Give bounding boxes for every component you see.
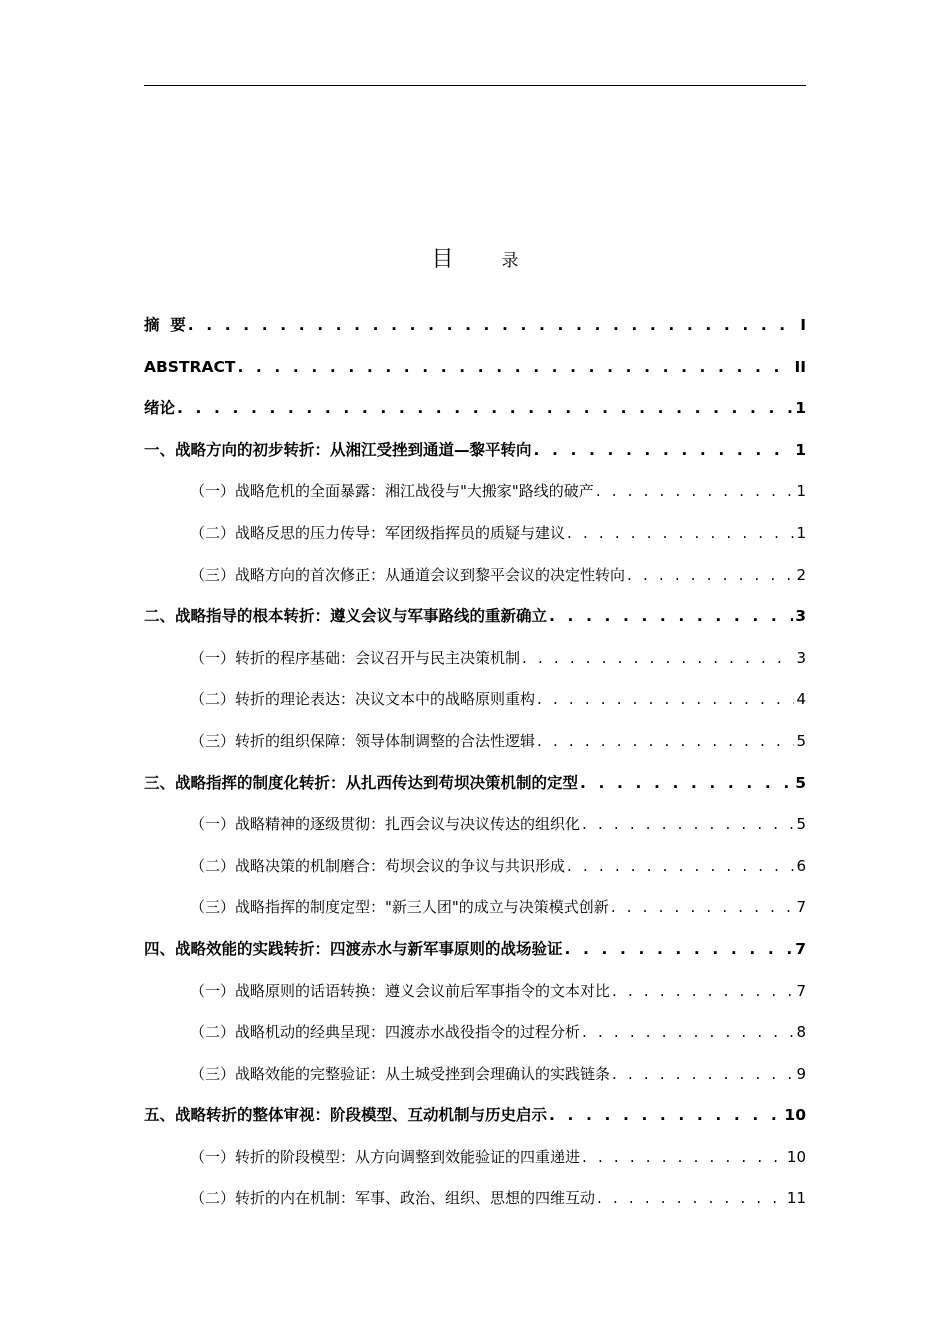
toc-entry-page: 8 — [796, 1023, 806, 1042]
toc-dot-leader — [188, 305, 798, 347]
toc-entry-section-1-2[interactable] — [144, 513, 806, 555]
toc-entry-page: 4 — [796, 690, 806, 709]
toc-entry-chapter-2[interactable] — [144, 596, 806, 638]
toc-entry-chapter-3[interactable] — [144, 763, 806, 805]
toc-entry-section-1-1[interactable] — [144, 471, 806, 513]
toc-entry-label: （三）转折的组织保障：领导体制调整的合法性逻辑 — [190, 731, 536, 750]
toc-entry-section-3-2[interactable] — [144, 846, 806, 888]
toc-dot-leader — [177, 388, 793, 430]
toc-entry-label: （二）战略决策的机制磨合：苟坝会议的争议与共识形成 — [190, 856, 566, 875]
toc-entry-page: I — [800, 316, 806, 334]
toc-entry-label: （三）战略指挥的制度定型："新三人团"的成立与决策模式创新 — [190, 898, 609, 917]
toc-dot-leader — [237, 347, 792, 389]
toc-entry-label: 二、战略指导的根本转折：遵义会议与军事路线的重新确立 — [144, 607, 548, 626]
toc-entry-page: 2 — [796, 565, 806, 584]
toc-entry-label: 一、战略方向的初步转折：从湘江受挫到通道—黎平转向 — [144, 440, 532, 459]
toc-entry-section-3-1[interactable] — [144, 804, 806, 846]
toc-entry-chapter-1[interactable] — [144, 430, 806, 472]
toc-dot-leader — [582, 804, 794, 846]
toc-entry-page: 6 — [796, 856, 806, 875]
toc-entry-label: ABSTRACT — [144, 357, 236, 376]
toc-dot-leader — [612, 971, 794, 1013]
toc-entry-page: 5 — [796, 731, 806, 750]
toc-entry-label: （一）转折的阶段模型：从方向调整到效能验证的四重递进 — [190, 1147, 581, 1166]
toc-entry-section-1-3[interactable] — [144, 555, 806, 597]
toc-entry-section-2-3[interactable] — [144, 721, 806, 763]
toc-entry-page: 11 — [786, 1189, 806, 1208]
toc-entry-page: 5 — [796, 815, 806, 834]
toc-entry-chapter-5[interactable] — [144, 1095, 806, 1137]
toc-title — [0, 244, 950, 277]
toc-entry-chapter-4[interactable] — [144, 929, 806, 971]
toc-entry-label: 摘 要 — [144, 316, 186, 334]
toc-dot-leader — [612, 1054, 794, 1096]
toc-entry-section-2-1[interactable] — [144, 638, 806, 680]
toc-dot-leader — [537, 721, 794, 763]
toc-entry-page: 7 — [796, 898, 806, 917]
toc-dot-leader — [537, 679, 794, 721]
toc-entry-introduction[interactable] — [144, 388, 806, 430]
toc-dot-leader — [627, 555, 794, 597]
toc-entry-label: （二）战略机动的经典呈现：四渡赤水战役指令的过程分析 — [190, 1023, 581, 1042]
toc-entry-page: 5 — [795, 773, 806, 792]
toc-entry-label: （一）转折的程序基础：会议召开与民主决策机制 — [190, 648, 521, 667]
toc-entry-page: 1 — [795, 440, 806, 459]
header-rule — [144, 85, 806, 86]
toc-entry-label: （三）战略效能的完整验证：从土城受挫到会理确认的实践链条 — [190, 1064, 611, 1083]
toc-entry-page: 10 — [786, 1147, 806, 1166]
toc-entry-section-5-2[interactable] — [144, 1178, 806, 1220]
toc-dot-leader — [580, 763, 793, 805]
toc-entry-page: 1 — [795, 399, 806, 418]
toc-entry-section-2-2[interactable] — [144, 679, 806, 721]
toc-dot-leader — [597, 1178, 785, 1220]
toc-entry-label: （三）战略方向的首次修正：从通道会议到黎平会议的决定性转向 — [190, 565, 626, 584]
toc-title-char-2: 录 — [501, 251, 567, 271]
toc-entry-label: 五、战略转折的整体审视：阶段模型、互动机制与历史启示 — [144, 1106, 548, 1125]
toc-dot-leader — [565, 929, 794, 971]
toc-dot-leader — [549, 596, 793, 638]
toc-entry-page: 1 — [796, 482, 806, 501]
toc-entry-label: （二）转折的内在机制：军事、政治、组织、思想的四维互动 — [190, 1189, 596, 1208]
toc-entry-label: （一）战略原则的话语转换：遵义会议前后军事指令的文本对比 — [190, 981, 611, 1000]
toc-entry-section-5-1[interactable] — [144, 1137, 806, 1179]
toc-entry-page: 3 — [795, 607, 806, 626]
toc-entry-page: 9 — [796, 1064, 806, 1083]
toc-dot-leader — [549, 1095, 782, 1137]
toc-entry-label: 三、战略指挥的制度化转折：从扎西传达到苟坝决策机制的定型 — [144, 773, 579, 792]
toc-entry-page: 1 — [796, 523, 806, 542]
toc-entry-section-3-3[interactable] — [144, 887, 806, 929]
toc-dot-leader — [534, 430, 794, 472]
toc-dot-leader — [582, 1012, 794, 1054]
toc-entry-abstract-en[interactable] — [144, 347, 806, 389]
toc-entry-page: 7 — [795, 939, 806, 958]
toc-entry-label: （二）战略反思的压力传导：军团级指挥员的质疑与建议 — [190, 523, 566, 542]
toc-entry-page: 10 — [784, 1106, 806, 1125]
toc-entry-section-4-1[interactable] — [144, 971, 806, 1013]
toc-entry-label: 绪论 — [144, 399, 176, 418]
toc-entry-label: （一）战略危机的全面暴露：湘江战役与"大搬家"路线的破产 — [190, 482, 594, 501]
toc-entry-label: （二）转折的理论表达：决议文本中的战略原则重构 — [190, 690, 536, 709]
toc-dot-leader — [611, 887, 795, 929]
toc-dot-leader — [522, 638, 794, 680]
toc-entry-section-4-2[interactable] — [144, 1012, 806, 1054]
toc-entry-page: 7 — [796, 981, 806, 1000]
toc-list — [144, 305, 806, 1220]
toc-dot-leader — [567, 846, 794, 888]
toc-entry-abstract-cn[interactable] — [144, 305, 806, 347]
toc-dot-leader — [596, 471, 795, 513]
toc-dot-leader — [567, 513, 794, 555]
toc-dot-leader — [582, 1137, 785, 1179]
toc-entry-label: （一）战略精神的逐级贯彻：扎西会议与决议传达的组织化 — [190, 815, 581, 834]
toc-entry-section-4-3[interactable] — [144, 1054, 806, 1096]
toc-title-char-1: 目 — [431, 247, 502, 272]
toc-entry-label: 四、战略效能的实践转折：四渡赤水与新军事原则的战场验证 — [144, 939, 563, 958]
toc-entry-page: II — [794, 357, 806, 376]
toc-entry-page: 3 — [796, 648, 806, 667]
